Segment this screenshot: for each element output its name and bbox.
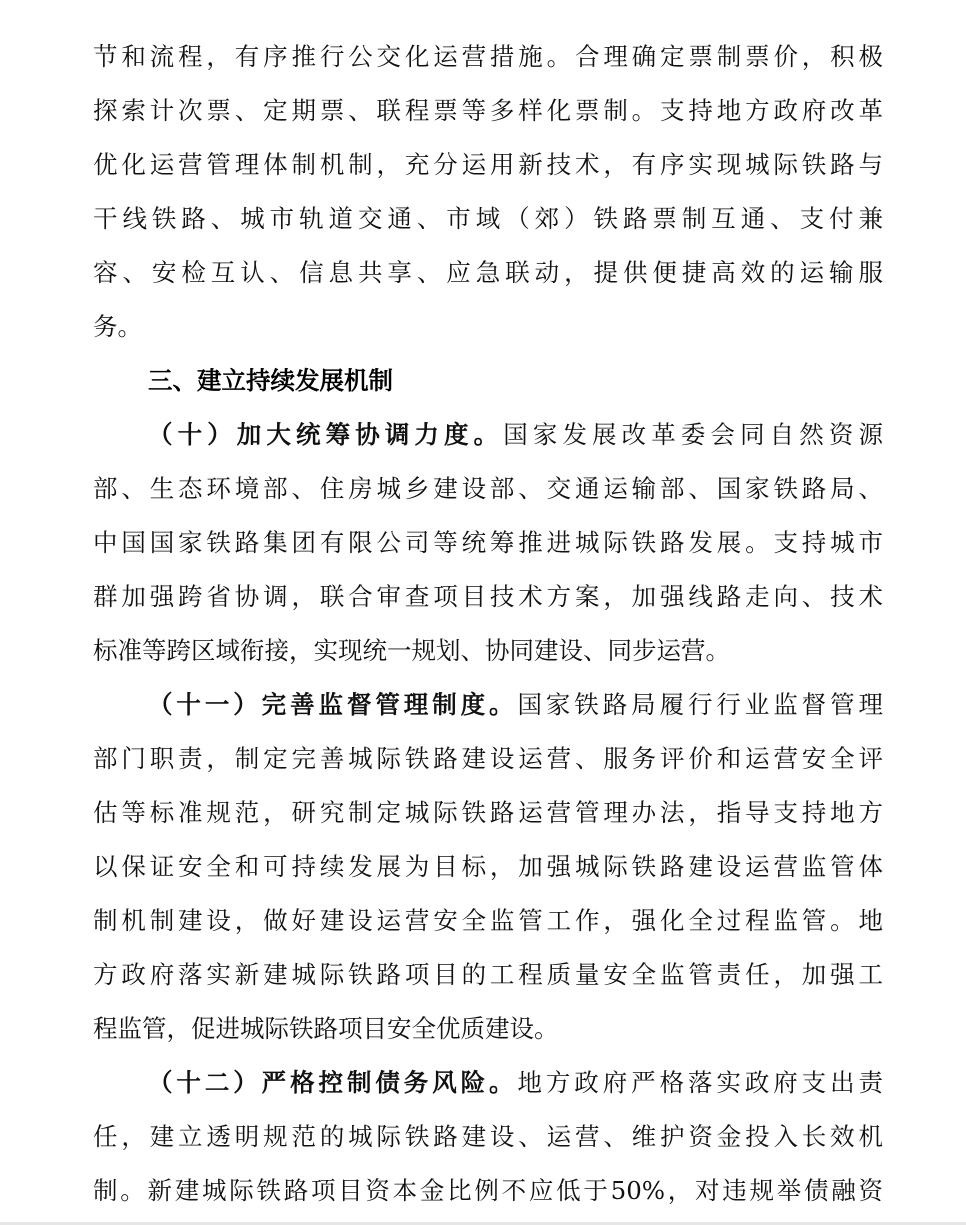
text-line: 以保证安全和可持续发展为目标，加强城际铁路建设运营监管体 — [93, 852, 883, 881]
paragraph-text: 国家铁路局履行行业监督管理 — [517, 690, 884, 719]
paragraph-text: 地方政府严格落实政府支出责 — [517, 1068, 884, 1097]
paragraph-text: 国家发展改革委会同自然资源 — [503, 420, 883, 449]
text-line: 部门职责，制定完善城际铁路建设运营、服务评价和运营安全评 — [93, 744, 883, 773]
text-line: 容、安检互认、信息共享、应急联动，提供便捷高效的运输服 — [93, 258, 883, 287]
text-line: 探索计次票、定期票、联程票等多样化票制。支持地方政府改革 — [93, 96, 883, 125]
text-line: 程监管，促进城际铁路项目安全优质建设。 — [93, 1014, 559, 1043]
text-line: 制机制建设，做好建设运营安全监管工作，强化全过程监管。地 — [93, 906, 883, 935]
text-line: 制。新建城际铁路项目资本金比例不应低于50%，对违规举债融资 — [93, 1176, 883, 1205]
paragraph-first-line — [148, 678, 883, 732]
text-line: 节和流程，有序推行公交化运营措施。合理确定票制票价，积极 — [93, 42, 883, 71]
paragraph-first-line — [148, 1056, 883, 1110]
text-line: 中国国家铁路集团有限公司等统筹推进城际铁路发展。支持城市 — [93, 528, 883, 557]
section-heading: 三、建立持续发展机制 — [148, 366, 393, 395]
text-line: 方政府落实新建城际铁路项目的工程质量安全监管责任，加强工 — [93, 960, 883, 989]
text-line: 群加强跨省协调，联合审查项目技术方案，加强线路走向、技术 — [93, 582, 883, 611]
text-line: 干线铁路、城市轨道交通、市域（郊）铁路票制互通、支付兼 — [93, 204, 883, 233]
text-line: 优化运营管理体制机制，充分运用新技术，有序实现城际铁路与 — [93, 150, 883, 179]
paragraph-lead: （十二）严格控制债务风险。 — [148, 1068, 518, 1097]
paragraph-lead: （十一）完善监督管理制度。 — [148, 690, 518, 719]
paragraph-lead: （十）加大统筹协调力度。 — [148, 420, 504, 449]
text-line: 部、生态环境部、住房城乡建设部、交通运输部、国家铁路局、 — [93, 474, 883, 503]
text-line: 任，建立透明规范的城际铁路建设、运营、维护资金投入长效机 — [93, 1122, 883, 1151]
text-line: 务。 — [93, 312, 142, 341]
text-line: 标准等跨区域衔接，实现统一规划、协同建设、同步运营。 — [93, 636, 730, 665]
text-line: 估等标准规范，研究制定城际铁路运营管理办法，指导支持地方 — [93, 798, 883, 827]
paragraph-first-line — [148, 408, 883, 462]
